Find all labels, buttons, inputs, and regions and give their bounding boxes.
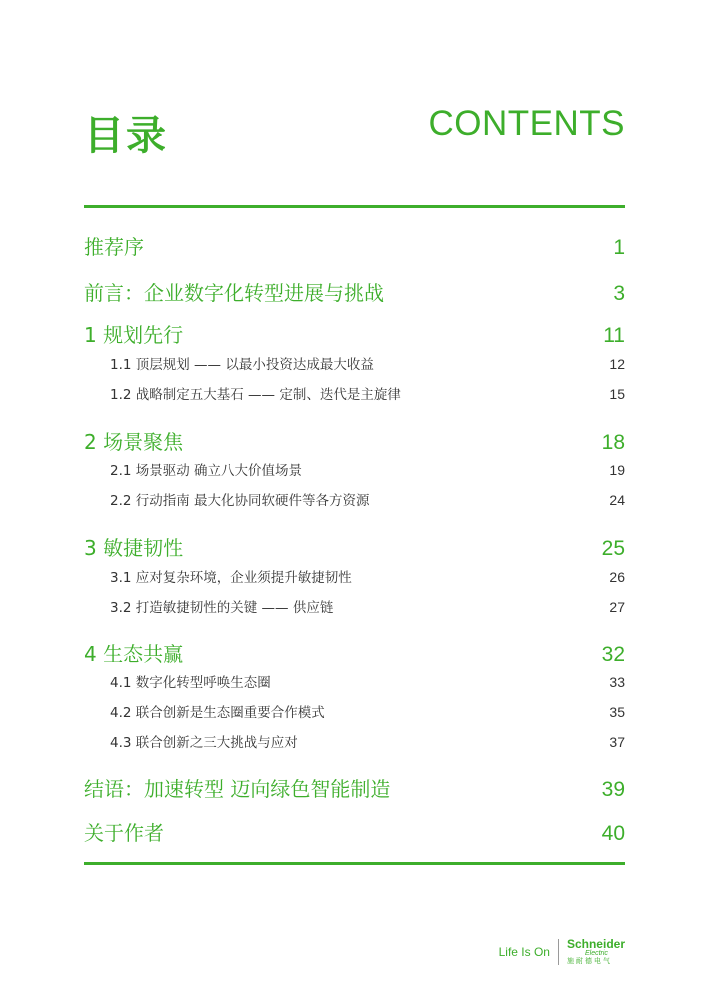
toc-entry-section-2-2[interactable] <box>110 489 625 509</box>
toc-entry-page: 32 <box>601 643 625 666</box>
toc-entry-chapter-2[interactable] <box>84 426 625 455</box>
top-divider <box>84 205 625 208</box>
toc-entry-label: 4.3 联合创新之三大挑战与应对 <box>110 735 298 751</box>
toc-entry-label: 1.1 顶层规划 —— 以最小投资达成最大收益 <box>110 357 374 373</box>
page-title-cn: 目录 <box>84 113 168 159</box>
slogan: Life Is On <box>498 944 550 959</box>
toc-entry-page: 40 <box>601 822 625 845</box>
toc-entry-label: 关于作者 <box>84 821 164 845</box>
toc-entry-chapter-3[interactable] <box>84 532 625 561</box>
toc-entry-page: 26 <box>609 569 625 585</box>
toc-entry-label: 3 敏捷韧性 <box>84 536 184 560</box>
toc-entry-authors[interactable] <box>84 817 625 846</box>
toc-entry-section-4-1[interactable] <box>110 671 625 691</box>
toc-entry-label: 4.1 数字化转型呼唤生态圈 <box>110 675 271 691</box>
toc-entry-chapter-1[interactable] <box>84 319 625 348</box>
toc-entry-page: 24 <box>609 492 625 508</box>
toc-entry-chapter-4[interactable] <box>84 638 625 667</box>
toc-entry-page: 12 <box>609 356 625 372</box>
toc-entry-conclusion[interactable] <box>84 773 625 802</box>
toc-entry-label: 4 生态共赢 <box>84 642 184 666</box>
toc-entry-label: 1 规划先行 <box>84 323 184 347</box>
toc-entry-page: 15 <box>609 386 625 402</box>
toc-entry-section-4-3[interactable] <box>110 731 625 751</box>
toc-entry-section-3-1[interactable] <box>110 566 625 586</box>
toc-entry-label: 3.2 打造敏捷韧性的关键 —— 供应链 <box>110 600 334 616</box>
toc-entry-label: 3.1 应对复杂环境，企业须提升敏捷韧性 <box>110 570 352 586</box>
toc-entry-label: 前言：企业数字化转型进展与挑战 <box>84 281 384 305</box>
toc-entry-page: 19 <box>609 462 625 478</box>
toc-entry-label: 2 场景聚焦 <box>84 430 184 454</box>
toc-entry-label: 2.2 行动指南 最大化协同软硬件等各方资源 <box>110 493 370 509</box>
toc-entry-label: 结语：加速转型 迈向绿色智能制造 <box>84 777 391 801</box>
toc-entry-page: 11 <box>603 324 625 347</box>
footer-logo <box>499 938 625 965</box>
brand-cn: 施耐德电气 <box>566 957 612 965</box>
logo-separator <box>558 939 559 965</box>
brand-name: Schneider <box>566 937 625 951</box>
toc-entry-section-3-2[interactable] <box>110 596 625 616</box>
brand-sub: Electric <box>584 950 608 957</box>
toc-entry-page: 27 <box>609 599 625 615</box>
toc-entry-page: 39 <box>601 778 625 801</box>
bottom-divider <box>84 862 625 865</box>
page-title-en: CONTENTS <box>428 104 625 143</box>
toc-entry-section-1-1[interactable] <box>110 353 625 373</box>
toc-entry-section-1-2[interactable] <box>110 383 625 403</box>
toc-entry-page: 35 <box>609 704 625 720</box>
toc-entry-foreword[interactable] <box>84 277 625 306</box>
toc-entry-section-2-1[interactable] <box>110 459 625 479</box>
toc-entry-page: 33 <box>609 674 625 690</box>
schneider-logo <box>567 938 625 965</box>
toc-entry-label: 推荐序 <box>84 235 144 259</box>
toc-entry-preface[interactable] <box>84 231 625 260</box>
toc-entry-page: 1 <box>613 236 625 259</box>
toc-entry-section-4-2[interactable] <box>110 701 625 721</box>
toc-entry-page: 37 <box>609 734 625 750</box>
toc-entry-label: 4.2 联合创新是生态圈重要合作模式 <box>110 705 325 721</box>
toc-entry-page: 18 <box>601 431 625 454</box>
toc-entry-label: 1.2 战略制定五大基石 —— 定制、迭代是主旋律 <box>110 387 401 403</box>
toc-entry-label: 2.1 场景驱动 确立八大价值场景 <box>110 463 303 479</box>
toc-entry-page: 3 <box>613 282 625 305</box>
toc-entry-page: 25 <box>601 537 625 560</box>
